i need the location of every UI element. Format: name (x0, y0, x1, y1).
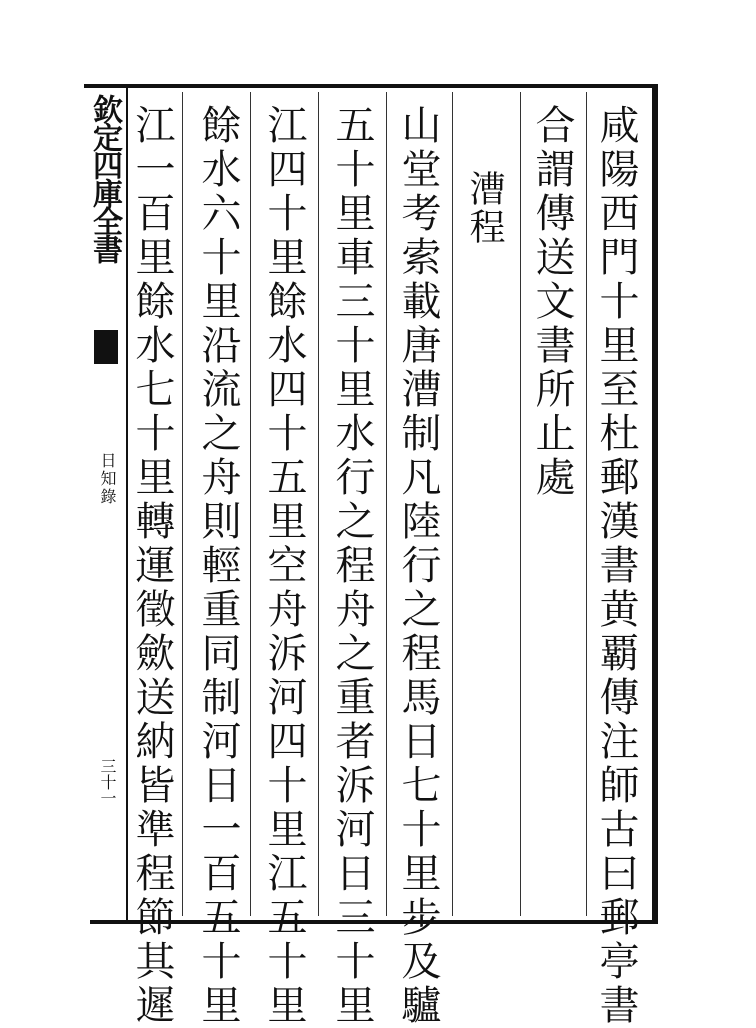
column-rule (520, 92, 521, 916)
margin-divider (126, 88, 128, 920)
column-rule (452, 92, 453, 916)
column-rule (386, 92, 387, 916)
page-border-top (84, 84, 658, 88)
column-rule (250, 92, 251, 916)
section-heading: 漕程 (464, 170, 505, 246)
text-column-4: 山堂考索載唐漕制凡陸行之程馬日七十里步及驢 (395, 104, 441, 1028)
page-border-right (652, 84, 658, 924)
text-column-7: 餘水六十里沿流之舟則輕重同制河日一百五十里 (195, 104, 241, 1028)
text-column-2: 合謂傳送文書所止處 (529, 104, 575, 500)
book-title: 欽定四庫全書 (87, 94, 122, 262)
text-column-8: 江一百里餘水七十里轉運徵歛送納皆準程節其遲 (129, 104, 175, 1028)
column-rule (318, 92, 319, 916)
column-rule (182, 92, 183, 916)
text-column-1: 咸陽西門十里至杜郵漢書黄覇傳注師古曰郵亭書 (593, 104, 639, 1028)
volume-title: 日知錄 (98, 452, 117, 506)
fishtail-mark (94, 330, 118, 364)
page-number: 三十一 (98, 758, 117, 806)
text-column-5: 五十里車三十里水行之程舟之重者泝河日三十里 (329, 104, 375, 1028)
column-rule (586, 92, 587, 916)
text-column-6: 江四十里餘水四十五里空舟泝河四十里江五十里 (261, 104, 307, 1028)
